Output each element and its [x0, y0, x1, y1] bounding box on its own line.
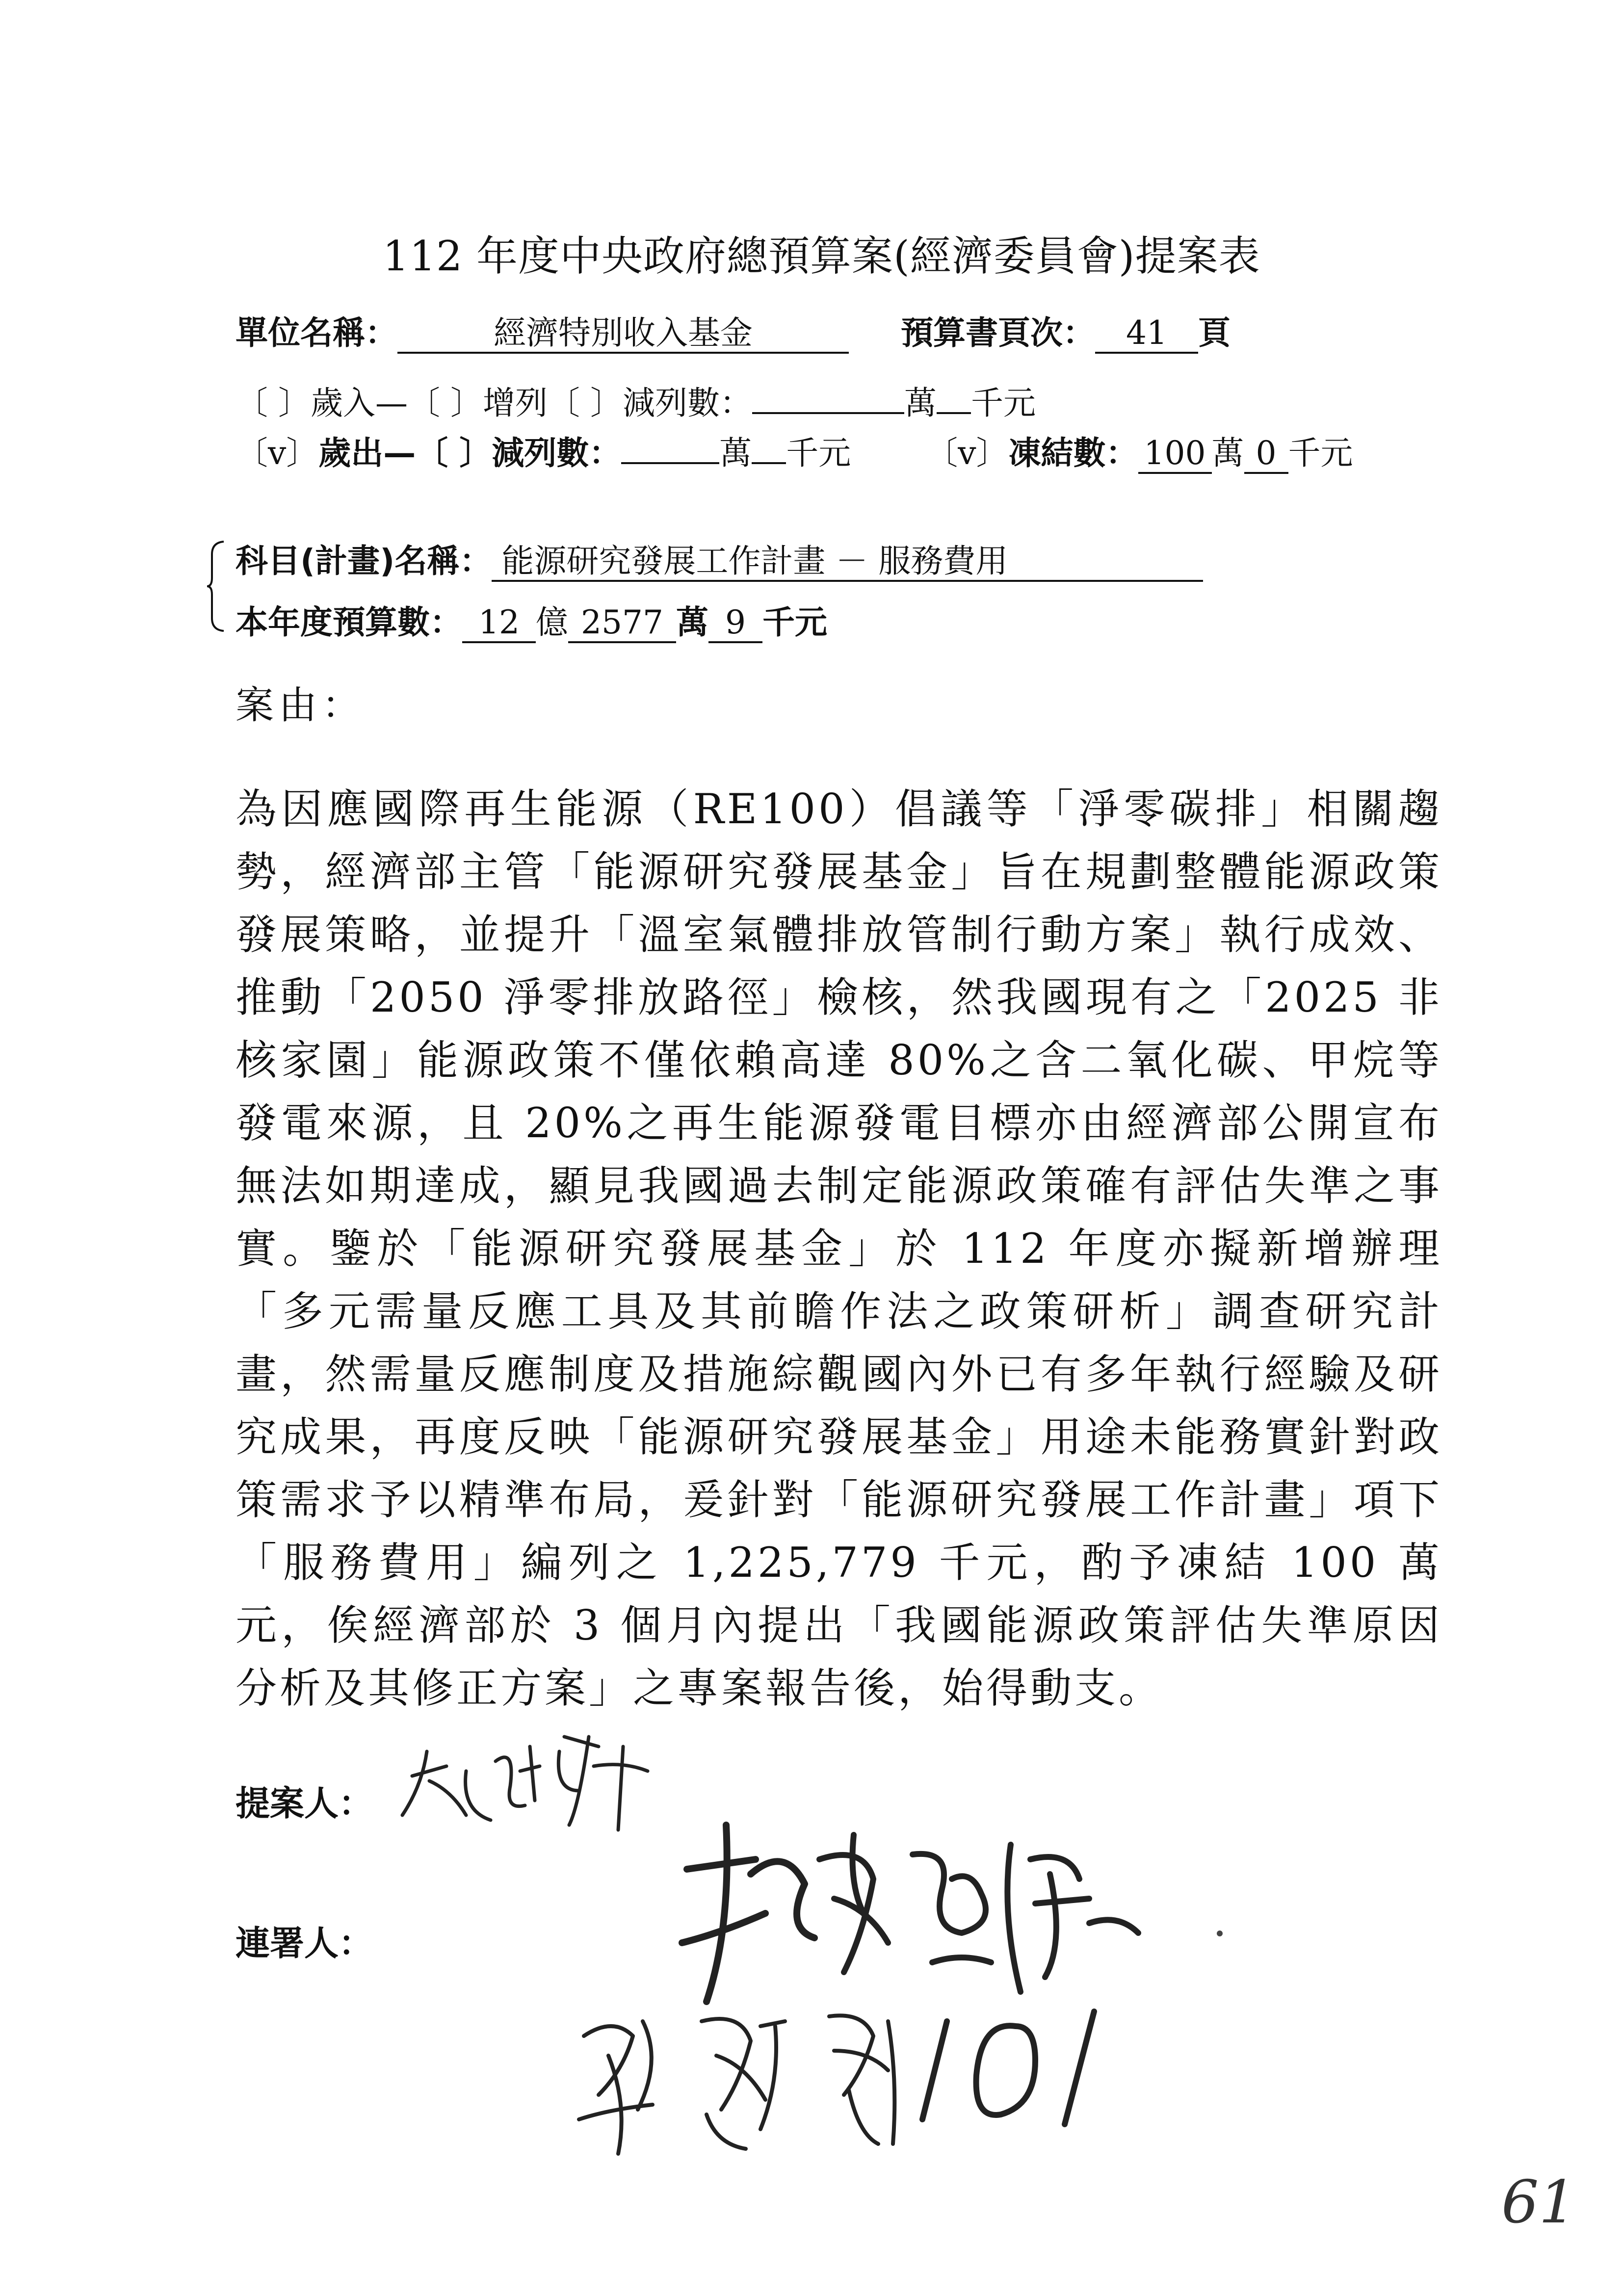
expense-amount-qian — [752, 462, 786, 464]
freeze-label: 凍結數： — [1008, 434, 1138, 472]
budget-wan-value: 2577 — [568, 604, 676, 643]
freeze-wan-value: 100 — [1138, 435, 1212, 474]
proposer-signature — [393, 1717, 687, 1835]
reason-heading: 案由： — [236, 683, 366, 728]
expense-row — [236, 427, 1353, 474]
revenue-amount-wan — [752, 412, 904, 414]
proposer-label: 提案人： — [236, 1783, 373, 1824]
handwritten-101-mark — [913, 1992, 1119, 2139]
page-ref-label: 預算書頁次： — [900, 314, 1095, 352]
revenue-row — [236, 377, 1036, 423]
subject-value: 能源研究發展工作計畫 － 服務費用 — [492, 543, 1203, 582]
expense-wan-unit: 萬 — [719, 434, 752, 472]
page-ref-suffix: 頁 — [1198, 314, 1231, 352]
freeze-wan-unit: 萬 — [1211, 434, 1244, 472]
cosigner-label: 連署人： — [236, 1923, 373, 1963]
subject-label: 科目(計畫)名稱： — [236, 542, 492, 580]
budget-row — [236, 596, 827, 643]
form-title: 112 年度中央政府總預算案(經濟委員會)提案表 — [383, 232, 1260, 280]
expense-amount-wan — [621, 462, 719, 464]
freeze-qian-unit: 千元 — [1288, 434, 1353, 472]
unit-label: 單位名稱： — [236, 314, 397, 352]
freeze-qian-value: 0 — [1244, 435, 1288, 474]
page-number: 61 — [1501, 2168, 1576, 2237]
revenue-wan-unit: 萬 — [904, 384, 937, 422]
ink-dot — [1217, 1931, 1223, 1936]
reason-paragraph: 為因應國際再生能源（RE100）倡議等「淨零碳排」相關趨勢，經濟部主管「能源研究發展基金」旨在規劃整體能源政策發展策略，並提升「溫室氣體排放管制行動方案」執行成效、推動「2050 淨零排放路徑」檢核，然我國現有之「2025 非核家園」能源政策不僅依賴高達 80%之含二氧化碳、甲烷等發電來源，且 20%之再生能源發電目標亦由經濟部公開宣布無法如期達成，顯見我國過去制定能源政策確有評估失準之事實。鑒於「能源研究發展基金」於 112 年度亦擬新增辦理「多元需量反應工具及其前瞻作法之政策研析」調查研究計畫，然需量反應制度及措施綜觀國內外已有多年執行經驗及研究成果，再度反映「能源研究發展基金」用途未能務實針對政策需求予以精準布局，爰針對「能源研究發展工作計畫」項下「服務費用」編列之 1,225,779 千元，酌予凍結 100 萬元，俟經濟部於 3 個月內提出「我國能源政策評估失準原因分析及其修正方案」之專案報告後，始得動支。 — [236, 785, 1442, 1712]
freeze-check: 〔v〕 — [925, 434, 1009, 472]
expense-label: 歲出—〔 〕減列數： — [318, 434, 622, 472]
left-brace — [206, 540, 226, 633]
budget-qian-unit: 千元 — [762, 603, 827, 641]
unit-value: 經濟特別收入基金 — [397, 314, 849, 354]
revenue-qian-unit: 千元 — [970, 384, 1036, 422]
budget-yi-unit: 億 — [536, 603, 568, 641]
revenue-amount-qian — [937, 412, 971, 414]
budget-label: 本年度預算數： — [236, 603, 462, 641]
page-ref-value: 41 — [1095, 314, 1198, 354]
revenue-text: 〔 〕歲入—〔 〕增列〔 〕減列數： — [236, 384, 752, 422]
budget-qian-value: 9 — [708, 604, 762, 643]
budget-wan-unit: 萬 — [676, 603, 708, 641]
expense-qian-unit: 千元 — [786, 434, 851, 472]
budget-yi-value: 12 — [462, 604, 536, 643]
unit-row — [236, 307, 1231, 354]
subject-row — [236, 535, 1203, 582]
expense-check: 〔v〕 — [236, 434, 319, 472]
